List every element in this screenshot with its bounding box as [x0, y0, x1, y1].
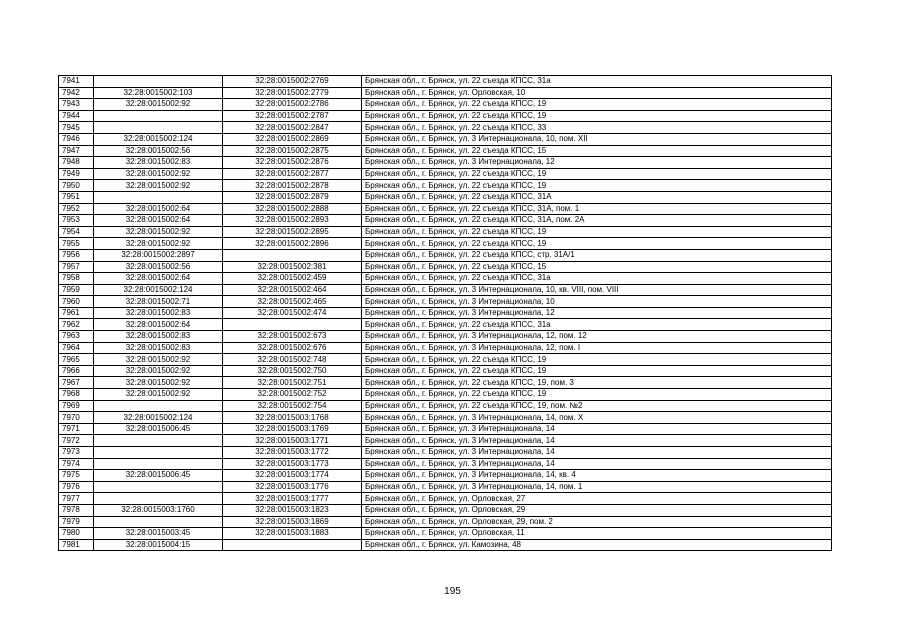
land-cadastral-number-cell	[94, 493, 223, 505]
address-cell: Брянская обл., г. Брянск, ул. 3 Интернационала, 12, пом. 12	[362, 331, 832, 343]
land-cadastral-number-cell: 32:28:0015002:92	[94, 238, 223, 250]
table-row	[59, 528, 832, 540]
object-cadastral-number-cell: 32:28:0015002:673	[223, 331, 362, 343]
table-row	[59, 99, 832, 111]
table-row	[59, 133, 832, 145]
table-row	[59, 203, 832, 215]
table-row	[59, 481, 832, 493]
land-cadastral-number-cell: 32:28:0015002:92	[94, 354, 223, 366]
row-number-cell: 7976	[59, 481, 94, 493]
row-number-cell: 7977	[59, 493, 94, 505]
address-cell: Брянская обл., г. Брянск, ул. 3 Интернационала, 14	[362, 423, 832, 435]
object-cadastral-number-cell: 32:28:0015002:464	[223, 284, 362, 296]
object-cadastral-number-cell: 32:28:0015003:1769	[223, 423, 362, 435]
address-cell: Брянская обл., г. Брянск, ул. 3 Интернационала, 10, пом. XII	[362, 133, 832, 145]
table-row	[59, 400, 832, 412]
row-number-cell: 7978	[59, 504, 94, 516]
land-cadastral-number-cell: 32:28:0015002:124	[94, 284, 223, 296]
address-cell: Брянская обл., г. Брянск, ул. 3 Интернационала, 14, пом. 1	[362, 481, 832, 493]
land-cadastral-number-cell: 32:28:0015002:124	[94, 412, 223, 424]
table-row	[59, 412, 832, 424]
address-cell: Брянская обл., г. Брянск, ул. 3 Интернационала, 10, кв. VIII, пом. VIII	[362, 284, 832, 296]
object-cadastral-number-cell: 32:28:0015003:1768	[223, 412, 362, 424]
address-cell: Брянская обл., г. Брянск, ул. 3 Интернационала, 14, кв. 4	[362, 470, 832, 482]
address-cell: Брянская обл., г. Брянск, ул. 22 съезда КПСС, стр. 31А/1	[362, 249, 832, 261]
table-row	[59, 319, 832, 331]
address-cell: Брянская обл., г. Брянск, ул. Орловская, 29, пом. 2	[362, 516, 832, 528]
table-row	[59, 284, 832, 296]
address-cell: Брянская обл., г. Брянск, ул. Орловская, 11	[362, 528, 832, 540]
address-cell: Брянская обл., г. Брянск, ул. 3 Интернационала, 14	[362, 447, 832, 459]
address-cell: Брянская обл., г. Брянск, ул. 22 съезда КПСС, 15	[362, 145, 832, 157]
object-cadastral-number-cell: 32:28:0015002:2893	[223, 215, 362, 227]
row-number-cell: 7947	[59, 145, 94, 157]
address-cell: Брянская обл., г. Брянск, ул. 3 Интернационала, 14	[362, 435, 832, 447]
table-row	[59, 110, 832, 122]
address-cell: Брянская обл., г. Брянск, ул. 22 съезда КПСС, 31а	[362, 76, 832, 88]
table-row	[59, 122, 832, 134]
object-cadastral-number-cell: 32:28:0015002:2787	[223, 110, 362, 122]
object-cadastral-number-cell: 32:28:0015002:2869	[223, 133, 362, 145]
row-number-cell: 7958	[59, 273, 94, 285]
object-cadastral-number-cell: 32:28:0015002:2876	[223, 157, 362, 169]
land-cadastral-number-cell	[94, 76, 223, 88]
land-cadastral-number-cell: 32:28:0015003:45	[94, 528, 223, 540]
object-cadastral-number-cell: 32:28:0015003:1774	[223, 470, 362, 482]
object-cadastral-number-cell: 32:28:0015003:1771	[223, 435, 362, 447]
object-cadastral-number-cell: 32:28:0015002:2875	[223, 145, 362, 157]
row-number-cell: 7973	[59, 447, 94, 459]
row-number-cell: 7959	[59, 284, 94, 296]
row-number-cell: 7954	[59, 226, 94, 238]
object-cadastral-number-cell: 32:28:0015002:751	[223, 377, 362, 389]
object-cadastral-number-cell: 32:28:0015002:2847	[223, 122, 362, 134]
row-number-cell: 7962	[59, 319, 94, 331]
land-cadastral-number-cell: 32:28:0015002:56	[94, 145, 223, 157]
table-row	[59, 249, 832, 261]
table-row	[59, 504, 832, 516]
table-row	[59, 226, 832, 238]
row-number-cell: 7966	[59, 365, 94, 377]
table-row	[59, 516, 832, 528]
table-row	[59, 261, 832, 273]
row-number-cell: 7960	[59, 296, 94, 308]
table-row	[59, 215, 832, 227]
land-cadastral-number-cell: 32:28:0015002:92	[94, 365, 223, 377]
land-cadastral-number-cell: 32:28:0015003:1760	[94, 504, 223, 516]
object-cadastral-number-cell: 32:28:0015002:2896	[223, 238, 362, 250]
table-row	[59, 296, 832, 308]
land-cadastral-number-cell: 32:28:0015002:83	[94, 307, 223, 319]
land-cadastral-number-cell: 32:28:0015002:83	[94, 342, 223, 354]
address-cell: Брянская обл., г. Брянск, ул. 22 съезда КПСС, 31а	[362, 319, 832, 331]
address-cell: Брянская обл., г. Брянск, ул. 22 съезда КПСС, 19	[362, 354, 832, 366]
address-cell: Брянская обл., г. Брянск, ул. 22 съезда КПСС, 31А, пом. 2А	[362, 215, 832, 227]
table-row	[59, 76, 832, 88]
object-cadastral-number-cell: 32:28:0015002:676	[223, 342, 362, 354]
table-row	[59, 435, 832, 447]
row-number-cell: 7961	[59, 307, 94, 319]
object-cadastral-number-cell: 32:28:0015002:748	[223, 354, 362, 366]
row-number-cell: 7946	[59, 133, 94, 145]
address-cell: Брянская обл., г. Брянск, ул. 22 съезда КПСС, 31А	[362, 191, 832, 203]
object-cadastral-number-cell: 32:28:0015002:2779	[223, 87, 362, 99]
table-row	[59, 180, 832, 192]
land-cadastral-number-cell: 32:28:0015002:103	[94, 87, 223, 99]
address-cell: Брянская обл., г. Брянск, ул. 22 съезда КПСС, 19, пом. №2	[362, 400, 832, 412]
row-number-cell: 7945	[59, 122, 94, 134]
row-number-cell: 7970	[59, 412, 94, 424]
address-cell: Брянская обл., г. Брянск, ул. 22 съезда КПСС, 33	[362, 122, 832, 134]
table-row	[59, 273, 832, 285]
land-cadastral-number-cell: 32:28:0015006:45	[94, 423, 223, 435]
land-cadastral-number-cell: 32:28:0015002:2897	[94, 249, 223, 261]
object-cadastral-number-cell: 32:28:0015002:2878	[223, 180, 362, 192]
land-cadastral-number-cell	[94, 122, 223, 134]
object-cadastral-number-cell: 32:28:0015002:754	[223, 400, 362, 412]
object-cadastral-number-cell: 32:28:0015002:2877	[223, 168, 362, 180]
object-cadastral-number-cell: 32:28:0015002:2879	[223, 191, 362, 203]
row-number-cell: 7979	[59, 516, 94, 528]
row-number-cell: 7972	[59, 435, 94, 447]
row-number-cell: 7980	[59, 528, 94, 540]
land-cadastral-number-cell: 32:28:0015002:83	[94, 331, 223, 343]
address-cell: Брянская обл., г. Брянск, ул. 22 съезда КПСС, 19	[362, 99, 832, 111]
address-cell: Брянская обл., г. Брянск, ул. Орловская, 29	[362, 504, 832, 516]
address-cell: Брянская обл., г. Брянск, ул. 3 Интернационала, 14	[362, 458, 832, 470]
object-cadastral-number-cell: 32:28:0015003:1869	[223, 516, 362, 528]
object-cadastral-number-cell: 32:28:0015003:1776	[223, 481, 362, 493]
row-number-cell: 7949	[59, 168, 94, 180]
cadastral-table	[58, 75, 832, 551]
page-number: 195	[444, 586, 461, 597]
row-number-cell: 7974	[59, 458, 94, 470]
address-cell: Брянская обл., г. Брянск, ул. 22 съезда КПСС, 31а	[362, 273, 832, 285]
table-row	[59, 493, 832, 505]
address-cell: Брянская обл., г. Брянск, ул. 3 Интернационала, 14, пом. X	[362, 412, 832, 424]
object-cadastral-number-cell: 32:28:0015002:2888	[223, 203, 362, 215]
row-number-cell: 7981	[59, 539, 94, 551]
address-cell: Брянская обл., г. Брянск, ул. 22 съезда КПСС, 19, пом. 3	[362, 377, 832, 389]
land-cadastral-number-cell: 32:28:0015002:92	[94, 180, 223, 192]
row-number-cell: 7944	[59, 110, 94, 122]
row-number-cell: 7951	[59, 191, 94, 203]
object-cadastral-number-cell: 32:28:0015002:2786	[223, 99, 362, 111]
row-number-cell: 7950	[59, 180, 94, 192]
table-row	[59, 87, 832, 99]
object-cadastral-number-cell	[223, 249, 362, 261]
address-cell: Брянская обл., г. Брянск, ул. 22 съезда КПСС, 19	[362, 168, 832, 180]
land-cadastral-number-cell: 32:28:0015002:71	[94, 296, 223, 308]
land-cadastral-number-cell: 32:28:0015002:92	[94, 99, 223, 111]
row-number-cell: 7971	[59, 423, 94, 435]
table-row	[59, 539, 832, 551]
address-cell: Брянская обл., г. Брянск, ул. 3 Интернационала, 12	[362, 307, 832, 319]
land-cadastral-number-cell	[94, 481, 223, 493]
object-cadastral-number-cell: 32:28:0015003:1772	[223, 447, 362, 459]
row-number-cell: 7956	[59, 249, 94, 261]
object-cadastral-number-cell	[223, 539, 362, 551]
object-cadastral-number-cell: 32:28:0015003:1773	[223, 458, 362, 470]
table-row	[59, 447, 832, 459]
object-cadastral-number-cell: 32:28:0015002:752	[223, 389, 362, 401]
cadastral-table-body	[59, 76, 832, 551]
object-cadastral-number-cell: 32:28:0015003:1823	[223, 504, 362, 516]
object-cadastral-number-cell: 32:28:0015003:1883	[223, 528, 362, 540]
row-number-cell: 7952	[59, 203, 94, 215]
table-row	[59, 145, 832, 157]
land-cadastral-number-cell	[94, 400, 223, 412]
row-number-cell: 7969	[59, 400, 94, 412]
row-number-cell: 7965	[59, 354, 94, 366]
land-cadastral-number-cell: 32:28:0015002:64	[94, 203, 223, 215]
land-cadastral-number-cell: 32:28:0015002:92	[94, 168, 223, 180]
object-cadastral-number-cell: 32:28:0015002:465	[223, 296, 362, 308]
row-number-cell: 7968	[59, 389, 94, 401]
address-cell: Брянская обл., г. Брянск, ул. 3 Интернационала, 10	[362, 296, 832, 308]
table-row	[59, 191, 832, 203]
row-number-cell: 7955	[59, 238, 94, 250]
address-cell: Брянская обл., г. Брянск, ул. 3 Интернационала, 12	[362, 157, 832, 169]
land-cadastral-number-cell: 32:28:0015004:15	[94, 539, 223, 551]
land-cadastral-number-cell: 32:28:0015002:56	[94, 261, 223, 273]
table-row	[59, 423, 832, 435]
land-cadastral-number-cell	[94, 110, 223, 122]
land-cadastral-number-cell	[94, 458, 223, 470]
table-row	[59, 389, 832, 401]
row-number-cell: 7948	[59, 157, 94, 169]
address-cell: Брянская обл., г. Брянск, ул. 22 съезда КПСС, 19	[362, 389, 832, 401]
object-cadastral-number-cell: 32:28:0015002:459	[223, 273, 362, 285]
address-cell: Брянская обл., г. Брянск, ул. 22 съезда КПСС, 19	[362, 226, 832, 238]
address-cell: Брянская обл., г. Брянск, ул. Камозина, 48	[362, 539, 832, 551]
table-row	[59, 157, 832, 169]
row-number-cell: 7967	[59, 377, 94, 389]
table-row	[59, 168, 832, 180]
land-cadastral-number-cell	[94, 516, 223, 528]
table-row	[59, 342, 832, 354]
table-row	[59, 307, 832, 319]
table-row	[59, 458, 832, 470]
land-cadastral-number-cell: 32:28:0015002:124	[94, 133, 223, 145]
table-row	[59, 238, 832, 250]
object-cadastral-number-cell: 32:28:0015002:474	[223, 307, 362, 319]
land-cadastral-number-cell: 32:28:0015002:83	[94, 157, 223, 169]
table-row	[59, 377, 832, 389]
land-cadastral-number-cell: 32:28:0015002:92	[94, 389, 223, 401]
object-cadastral-number-cell: 32:28:0015002:381	[223, 261, 362, 273]
address-cell: Брянская обл., г. Брянск, ул. Орловская, 27	[362, 493, 832, 505]
land-cadastral-number-cell	[94, 435, 223, 447]
object-cadastral-number-cell: 32:28:0015002:2895	[223, 226, 362, 238]
object-cadastral-number-cell: 32:28:0015003:1777	[223, 493, 362, 505]
land-cadastral-number-cell: 32:28:0015002:64	[94, 273, 223, 285]
address-cell: Брянская обл., г. Брянск, ул. 22 съезда КПСС, 19	[362, 365, 832, 377]
row-number-cell: 7942	[59, 87, 94, 99]
land-cadastral-number-cell: 32:28:0015002:92	[94, 377, 223, 389]
table-row	[59, 365, 832, 377]
land-cadastral-number-cell	[94, 191, 223, 203]
object-cadastral-number-cell: 32:28:0015002:750	[223, 365, 362, 377]
address-cell: Брянская обл., г. Брянск, ул. 22 съезда КПСС, 19	[362, 110, 832, 122]
row-number-cell: 7963	[59, 331, 94, 343]
table-row	[59, 470, 832, 482]
object-cadastral-number-cell	[223, 319, 362, 331]
table-row	[59, 354, 832, 366]
address-cell: Брянская обл., г. Брянск, ул. 22 съезда КПСС, 19	[362, 238, 832, 250]
address-cell: Брянская обл., г. Брянск, ул. Орловская, 10	[362, 87, 832, 99]
land-cadastral-number-cell	[94, 447, 223, 459]
land-cadastral-number-cell: 32:28:0015002:92	[94, 226, 223, 238]
row-number-cell: 7953	[59, 215, 94, 227]
address-cell: Брянская обл., г. Брянск, ул. 3 Интернационала, 12, пом. I	[362, 342, 832, 354]
row-number-cell: 7957	[59, 261, 94, 273]
row-number-cell: 7943	[59, 99, 94, 111]
address-cell: Брянская обл., г. Брянск, ул. 22 съезда КПСС, 19	[362, 180, 832, 192]
land-cadastral-number-cell: 32:28:0015002:64	[94, 215, 223, 227]
row-number-cell: 7941	[59, 76, 94, 88]
land-cadastral-number-cell: 32:28:0015006:45	[94, 470, 223, 482]
table-row	[59, 331, 832, 343]
object-cadastral-number-cell: 32:28:0015002:2769	[223, 76, 362, 88]
row-number-cell: 7964	[59, 342, 94, 354]
land-cadastral-number-cell: 32:28:0015002:64	[94, 319, 223, 331]
address-cell: Брянская обл., г. Брянск, ул. 22 съезда КПСС, 15	[362, 261, 832, 273]
address-cell: Брянская обл., г. Брянск, ул. 22 съезда КПСС, 31А, пом. 1	[362, 203, 832, 215]
row-number-cell: 7975	[59, 470, 94, 482]
